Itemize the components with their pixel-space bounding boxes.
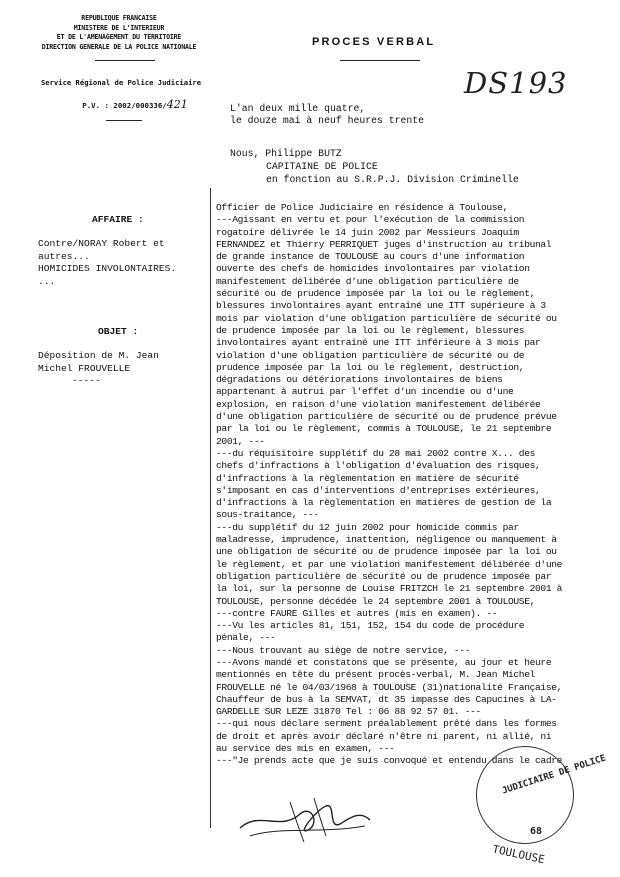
body-line: ---"Je prends acte que je suis convoqué et entendu dans le cadre	[216, 755, 563, 767]
body-line: appartenant à autrui par l'effet d'un incendie ou d'une	[216, 386, 514, 398]
body-line: ---qui nous déclare serment préalablement prêté dans les formes	[216, 718, 557, 730]
stamp-ring-icon	[476, 746, 574, 844]
affaire-line: ...	[38, 275, 56, 287]
stamp-top-text: JUDICIAIRE DE POLICE	[501, 753, 608, 797]
service-label: Service Régional de Police Judiciaire	[40, 78, 202, 87]
body-line: involontaires ayant entraîné une ITT inférieure à 3 mois par	[216, 337, 541, 349]
body-line: le règlement, et par une violation manifestement délibérée d'une	[216, 558, 563, 570]
body-text	[216, 202, 616, 768]
body-line: ouverte des chefs de homicides involontaires par violation	[216, 263, 530, 275]
body-line: rogatoire délivrée le 14 juin 2002 par Messieurs Joaquim	[216, 226, 519, 238]
officer-rank: CAPITAINE DE POLICE	[266, 161, 378, 172]
body-line: sécurité ou de prudence imposée par la loi ou le règlement,	[216, 288, 536, 300]
affaire-block	[38, 238, 208, 288]
header-line-ministere: MINISTERE DE L'INTERIEUR	[73, 23, 165, 32]
body-line: manifestement délibérée d'une obligation particulière de	[216, 275, 519, 287]
body-line: FROUVELLE né le 04/03/1968 à TOULOUSE (31)nationalité Française,	[216, 681, 563, 693]
body-line: d'infractions à la règlementation en matières de gestion de la	[216, 497, 552, 509]
pv-number: P.V. : 2002/000336/	[82, 101, 167, 110]
header-line-republique: REPUBLIQUE FRANCAISE	[81, 14, 157, 22]
body-line: pénale, ---	[216, 632, 276, 644]
body-line: d'infractions à la règlementation en matière de sécurité	[216, 472, 519, 484]
stamp-bottom-text: TOULOUSE	[491, 842, 546, 867]
objet-heading: OBJET :	[98, 326, 139, 337]
body-line: prudence imposée par la loi ou le règlement, destruction,	[216, 361, 525, 373]
body-line: au service des mis en examen, ---	[216, 743, 395, 755]
body-line: blessures involontaires ayant entraîné une ITT supérieure à 3	[216, 300, 546, 312]
title-divider	[340, 60, 420, 61]
body-line: de droit et après avoir déclaré n'être ni parent, ni allié, ni	[216, 730, 552, 742]
body-line: chefs d'infractions à l'obligation d'évaluation des risques,	[216, 460, 541, 472]
body-line: sous-traitance, ---	[216, 509, 319, 521]
body-line: de grande instance de TOULOUSE au cours d'une information	[216, 251, 525, 263]
body-line: FERNANDEZ et Thierry PERRIQUET juges d'instruction au tribunal	[216, 238, 552, 250]
body-line: GARDELLE SUR LEZE 31870 Tel : 06 88 92 57 01. ---	[216, 706, 481, 718]
body-line: ---Vu les articles 81, 151, 152, 154 du code de procédure	[216, 620, 525, 632]
body-line: s'imposant en cas d'interventions d'entreprises extérieures,	[216, 484, 541, 496]
body-line: maladresse, imprudence, inattention, négligence ou manquement à	[216, 534, 557, 546]
body-line: TOULOUSE, personne décédée le 24 septembre 2001 à TOULOUSE,	[216, 595, 536, 607]
body-line: une obligation de sécurité ou de prudence imposée par la loi ou	[216, 546, 557, 558]
body-line: par la loi ou le règlement, commis à TOULOUSE, le 21 septembre	[216, 423, 552, 435]
header-line-direction: DIRECTION GENERALE DE LA POLICE NATIONALE	[41, 42, 197, 51]
signature-icon	[230, 780, 380, 850]
column-divider	[210, 188, 211, 828]
stamp-number: 68	[530, 826, 543, 837]
body-line: dégradations ou détériorations involontaires de biens	[216, 374, 503, 386]
header-block	[14, 14, 224, 52]
body-line: Officier de Police Judiciaire en résidence à Toulouse,	[216, 202, 508, 213]
body-line: ---Agissant en vertu et pour l'exécution de la commission	[216, 214, 525, 226]
body-line: ---du réquisitoire supplétif du 28 mai 2002 contre X... des	[216, 447, 536, 459]
handwritten-reference: DS193	[464, 66, 568, 100]
body-line: la loi, sur la personne de Louise FRITZCH le 21 septembre 2001 à	[216, 583, 563, 595]
affaire-line: HOMICIDES INVOLONTAIRES.	[38, 263, 177, 275]
officer-assignment: en fonction au S.R.P.J. Division Criminelle	[266, 174, 519, 185]
body-line: ---du supplétif du 12 juin 2002 pour homicide commis par	[216, 521, 519, 533]
objet-line: -----	[72, 375, 101, 387]
pv-reference	[40, 98, 230, 111]
body-line: 2001, ---	[216, 435, 265, 447]
affaire-heading: AFFAIRE :	[92, 214, 144, 225]
body-line: ---Nous trouvant au siège de notre service, ---	[216, 644, 471, 656]
date-line-2: le douze mai à neuf heures trente	[230, 115, 425, 126]
affaire-line: autres...	[38, 250, 90, 262]
pv-handwritten-number: 421	[166, 98, 188, 111]
body-line: mentionnés en tête du présent procès-verbal, M. Jean Michel	[216, 669, 536, 681]
body-line: violation d'une obligation particulière de sécurité ou de	[216, 349, 525, 361]
pv-divider	[106, 120, 142, 121]
objet-block	[38, 350, 208, 388]
body-line: obligation particulière de sécurité ou de prudence imposée par	[216, 570, 552, 582]
date-line-1: L'an deux mille quatre,	[230, 103, 366, 114]
body-line: mois par violation d'une obligation particulière de sécurité ou	[216, 312, 557, 324]
objet-line: Déposition de M. Jean	[38, 350, 159, 361]
body-line: ---contre FAURE Gilles et autres (mis en examen). --	[216, 607, 498, 619]
officer-name: Nous, Philippe BUTZ	[230, 148, 342, 159]
header-line-amenagement: ET DE L'AMENAGEMENT DU TERRITOIRE	[56, 33, 182, 42]
objet-line: Michel FROUVELLE	[38, 362, 131, 374]
page-title: PROCES VERBAL	[312, 36, 436, 48]
header-divider	[95, 60, 155, 61]
body-line: Chauffeur de bus à la SEMVAT, dt 35 impasse des Capucines à LA-	[216, 693, 557, 705]
body-line: de prudence imposée par la loi ou le règlement, blessures	[216, 324, 525, 336]
body-line: explosion, en raison d'une violation manifestement délibérée	[216, 398, 541, 410]
body-line: ---Avons mandé et constatons que se présente, au jour et heure	[216, 656, 552, 668]
affaire-line: Contre/NORAY Robert et	[38, 238, 165, 249]
body-line: d'une obligation particulière de sécurité ou de prudence prévue	[216, 411, 557, 423]
